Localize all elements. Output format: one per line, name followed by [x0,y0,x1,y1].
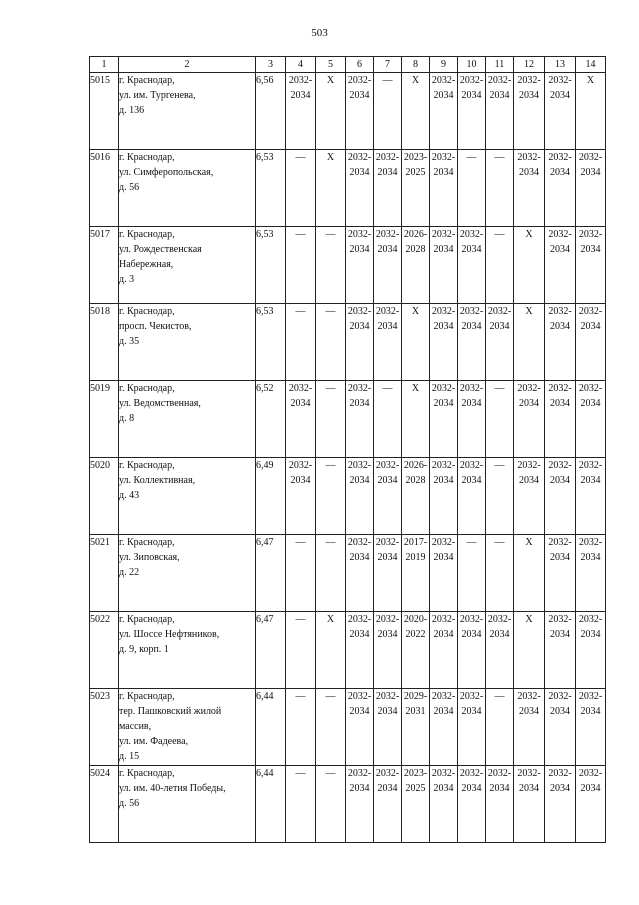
value-cell-col-13: 2032- 2034 [545,227,576,304]
address-line: г. Краснодар, [119,75,175,86]
value-cell-col-4: 2032- 2034 [286,458,316,535]
table-row [90,766,606,843]
value-cell-col-10: 2032- 2034 [458,227,486,304]
table-row [90,381,606,458]
value-cell-col-5: — [316,227,346,304]
value-cell-col-12: 2032- 2034 [514,689,545,766]
area-cell: 6,47 [256,535,286,612]
value-cell-col-9: 2032- 2034 [430,766,458,843]
value-cell-col-12: 2032- 2034 [514,766,545,843]
value-cell-col-9: 2032- 2034 [430,73,458,150]
value-cell-col-6: 2032- 2034 [346,458,374,535]
table-row [90,612,606,689]
value-cell-col-9: 2032- 2034 [430,304,458,381]
column-header-14: 14 [576,57,606,73]
table-row [90,458,606,535]
column-header-8: 8 [402,57,430,73]
column-header-3: 3 [256,57,286,73]
address-line: ул. им. Тургенева, [119,90,196,101]
value-cell-col-10: 2032- 2034 [458,381,486,458]
value-cell-col-7: 2032- 2034 [374,304,402,381]
area-cell: 6,44 [256,689,286,766]
value-cell-col-6: 2032- 2034 [346,73,374,150]
address-line: г. Краснодар, [119,383,175,394]
value-cell-col-13: 2032- 2034 [545,535,576,612]
row-number-cell: 5023 [90,689,119,766]
value-cell-col-4: 2032- 2034 [286,73,316,150]
value-cell-col-14: 2032- 2034 [576,612,606,689]
value-cell-col-8: 2026- 2028 [402,227,430,304]
address-line: ул. Коллективная, [119,475,196,486]
value-cell-col-5: — [316,766,346,843]
value-cell-col-13: 2032- 2034 [545,458,576,535]
row-number-cell: 5019 [90,381,119,458]
value-cell-col-13: 2032- 2034 [545,73,576,150]
value-cell-col-14: 2032- 2034 [576,535,606,612]
value-cell-col-4: — [286,535,316,612]
value-cell-col-8: Х [402,381,430,458]
value-cell-col-4: — [286,612,316,689]
table-row [90,73,606,150]
value-cell-col-11: — [486,535,514,612]
address-line: д. 22 [119,567,140,578]
address-cell [119,766,256,843]
value-cell-col-13: 2032- 2034 [545,766,576,843]
value-cell-col-5: — [316,458,346,535]
value-cell-col-14: 2032- 2034 [576,381,606,458]
value-cell-col-12: 2032- 2034 [514,381,545,458]
value-cell-col-11: — [486,381,514,458]
area-cell: 6,49 [256,458,286,535]
address-line: г. Краснодар, [119,614,175,625]
value-cell-col-4: — [286,150,316,227]
value-cell-col-11: 2032- 2034 [486,73,514,150]
value-cell-col-4: — [286,689,316,766]
value-cell-col-12: Х [514,612,545,689]
value-cell-col-7: — [374,73,402,150]
address-line: ул. Зиповская, [119,552,180,563]
value-cell-col-9: 2032- 2034 [430,689,458,766]
address-cell [119,381,256,458]
address-line: г. Краснодар, [119,229,175,240]
value-cell-col-9: 2032- 2034 [430,612,458,689]
value-cell-col-7: 2032- 2034 [374,689,402,766]
value-cell-col-7: 2032- 2034 [374,150,402,227]
row-number-cell: 5021 [90,535,119,612]
table-row [90,535,606,612]
value-cell-col-10: — [458,535,486,612]
address-cell [119,689,256,766]
value-cell-col-11: — [486,689,514,766]
value-cell-col-8: 2023- 2025 [402,150,430,227]
value-cell-col-7: 2032- 2034 [374,612,402,689]
value-cell-col-12: 2032- 2034 [514,150,545,227]
address-line: г. Краснодар, [119,460,175,471]
value-cell-col-5: Х [316,150,346,227]
value-cell-col-14: 2032- 2034 [576,150,606,227]
value-cell-col-10: 2032- 2034 [458,689,486,766]
value-cell-col-6: 2032- 2034 [346,227,374,304]
value-cell-col-12: Х [514,304,545,381]
value-cell-col-12: 2032- 2034 [514,458,545,535]
address-line: д. 15 [119,751,140,762]
value-cell-col-5: — [316,304,346,381]
address-line: д. 56 [119,182,140,193]
value-cell-col-9: 2032- 2034 [430,150,458,227]
housing-register-table [89,56,606,843]
value-cell-col-13: 2032- 2034 [545,689,576,766]
table-row [90,150,606,227]
value-cell-col-11: 2032- 2034 [486,612,514,689]
value-cell-col-8: Х [402,73,430,150]
value-cell-col-7: 2032- 2034 [374,227,402,304]
value-cell-col-11: 2032- 2034 [486,304,514,381]
value-cell-col-10: 2032- 2034 [458,766,486,843]
value-cell-col-14: 2032- 2034 [576,689,606,766]
value-cell-col-5: Х [316,612,346,689]
value-cell-col-4: — [286,766,316,843]
address-line: ул. им. Фадеева, [119,736,189,747]
value-cell-col-8: 2023- 2025 [402,766,430,843]
address-line: д. 56 [119,798,140,809]
value-cell-col-7: 2032- 2034 [374,535,402,612]
address-line: просп. Чекистов, [119,321,192,332]
value-cell-col-8: 2017- 2019 [402,535,430,612]
address-cell [119,73,256,150]
address-line: ул. им. 40-летия Победы, [119,783,226,794]
address-line: д. 8 [119,413,135,424]
value-cell-col-10: 2032- 2034 [458,612,486,689]
value-cell-col-12: 2032- 2034 [514,73,545,150]
value-cell-col-9: 2032- 2034 [430,381,458,458]
address-line: д. 43 [119,490,140,501]
address-line: г. Краснодар, [119,152,175,163]
value-cell-col-13: 2032- 2034 [545,150,576,227]
value-cell-col-10: 2032- 2034 [458,73,486,150]
value-cell-col-5: — [316,689,346,766]
address-line: д. 35 [119,336,140,347]
column-header-13: 13 [545,57,576,73]
value-cell-col-14: Х [576,73,606,150]
value-cell-col-11: 2032- 2034 [486,766,514,843]
value-cell-col-8: 2026- 2028 [402,458,430,535]
value-cell-col-9: 2032- 2034 [430,458,458,535]
value-cell-col-14: 2032- 2034 [576,458,606,535]
value-cell-col-8: Х [402,304,430,381]
address-line: тер. Пашковский жилой [119,706,222,717]
address-cell [119,227,256,304]
value-cell-col-8: 2029- 2031 [402,689,430,766]
value-cell-col-6: 2032- 2034 [346,535,374,612]
row-number-cell: 5018 [90,304,119,381]
value-cell-col-13: 2032- 2034 [545,381,576,458]
row-number-cell: 5024 [90,766,119,843]
address-line: г. Краснодар, [119,537,175,548]
value-cell-col-6: 2032- 2034 [346,612,374,689]
area-cell: 6,53 [256,304,286,381]
address-line: г. Краснодар, [119,306,175,317]
table-row [90,227,606,304]
address-line: ул. Ведомственная, [119,398,201,409]
value-cell-col-13: 2032- 2034 [545,304,576,381]
row-number-cell: 5016 [90,150,119,227]
column-header-4: 4 [286,57,316,73]
address-line: г. Краснодар, [119,691,175,702]
area-cell: 6,44 [256,766,286,843]
column-header-11: 11 [486,57,514,73]
row-number-cell: 5020 [90,458,119,535]
address-line: д. 3 [119,274,135,285]
area-cell: 6,53 [256,150,286,227]
column-header-1: 1 [90,57,119,73]
header-row [90,57,606,73]
address-line: д. 136 [119,105,145,116]
value-cell-col-5: Х [316,73,346,150]
value-cell-col-14: 2032- 2034 [576,304,606,381]
value-cell-col-10: 2032- 2034 [458,304,486,381]
value-cell-col-11: — [486,150,514,227]
address-line: ул. Шоссе Нефтяников, [119,629,220,640]
area-cell: 6,52 [256,381,286,458]
value-cell-col-9: 2032- 2034 [430,535,458,612]
value-cell-col-4: 2032- 2034 [286,381,316,458]
value-cell-col-14: 2032- 2034 [576,227,606,304]
value-cell-col-7: 2032- 2034 [374,458,402,535]
table-row [90,304,606,381]
page-number: 503 [311,27,328,39]
value-cell-col-11: — [486,227,514,304]
value-cell-col-4: — [286,304,316,381]
column-header-9: 9 [430,57,458,73]
value-cell-col-13: 2032- 2034 [545,612,576,689]
address-cell [119,458,256,535]
address-line: д. 9, корп. 1 [119,644,169,655]
value-cell-col-6: 2032- 2034 [346,150,374,227]
address-line: ул. Рождественская [119,244,202,255]
value-cell-col-10: 2032- 2034 [458,458,486,535]
value-cell-col-12: Х [514,227,545,304]
address-cell [119,535,256,612]
value-cell-col-10: — [458,150,486,227]
address-cell [119,150,256,227]
column-header-5: 5 [316,57,346,73]
address-line: ул. Симферопольская, [119,167,214,178]
area-cell: 6,53 [256,227,286,304]
table-header [90,57,606,73]
address-line: г. Краснодар, [119,768,175,779]
value-cell-col-5: — [316,381,346,458]
value-cell-col-6: 2032- 2034 [346,766,374,843]
address-cell [119,612,256,689]
value-cell-col-9: 2032- 2034 [430,227,458,304]
value-cell-col-11: — [486,458,514,535]
value-cell-col-6: 2032- 2034 [346,304,374,381]
row-number-cell: 5022 [90,612,119,689]
column-header-2: 2 [119,57,256,73]
value-cell-col-14: 2032- 2034 [576,766,606,843]
column-header-10: 10 [458,57,486,73]
table-body [90,73,606,843]
address-line: массив, [119,721,152,732]
area-cell: 6,56 [256,73,286,150]
row-number-cell: 5017 [90,227,119,304]
value-cell-col-4: — [286,227,316,304]
value-cell-col-5: — [316,535,346,612]
row-number-cell: 5015 [90,73,119,150]
column-header-7: 7 [374,57,402,73]
address-line: Набережная, [119,259,174,270]
value-cell-col-7: — [374,381,402,458]
value-cell-col-8: 2020- 2022 [402,612,430,689]
column-header-12: 12 [514,57,545,73]
column-header-6: 6 [346,57,374,73]
address-cell [119,304,256,381]
value-cell-col-6: 2032- 2034 [346,689,374,766]
value-cell-col-7: 2032- 2034 [374,766,402,843]
value-cell-col-6: 2032- 2034 [346,381,374,458]
value-cell-col-12: Х [514,535,545,612]
area-cell: 6,47 [256,612,286,689]
table-row [90,689,606,766]
